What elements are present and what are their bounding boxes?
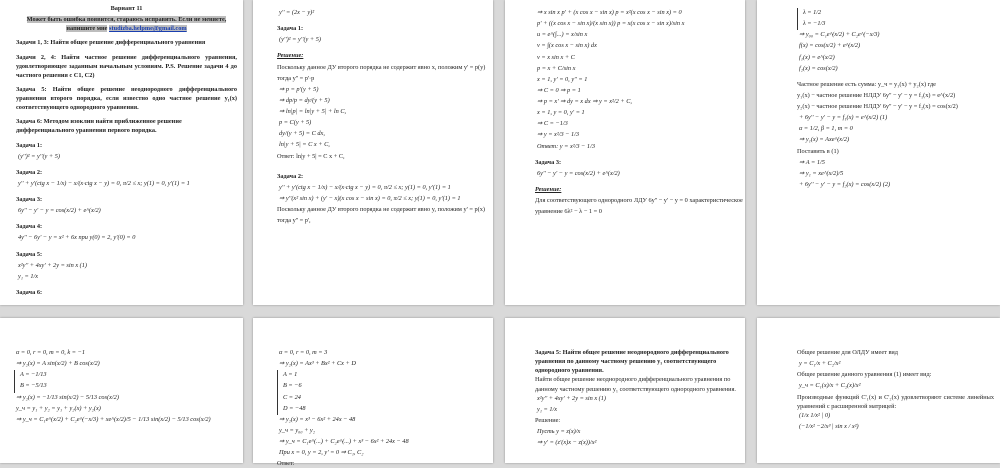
equation-line: f₂(x) = cos(x/2) xyxy=(799,64,838,72)
equation-line: v = ∫(x cos x − sin x) dx xyxy=(537,42,597,50)
text-line: Для соответствующего однородного ЛДУ 6y'' − y' − y = 0 характеристическое xyxy=(535,197,743,204)
equation-system: A = −1/13 B = −5/13 xyxy=(14,370,47,392)
equation-line: y'' = (2x − y)² xyxy=(279,9,315,16)
text-line: тогда y'' = p', xyxy=(277,217,311,225)
task-3-equation: 6y'' − y' − y = cos(x/2) + e^(x/2) xyxy=(18,207,101,215)
equation-line: ⇒ C = 0 ⇒ p = 1 xyxy=(537,86,581,94)
equation-line: ⇒ y₀₀ = C₁e^(x/2) + C₂e^(−x/3) xyxy=(799,31,880,39)
text-line: Общее решение данного уравнения (1) имеет вид: xyxy=(797,371,932,379)
task-5-equation: x²y'' + 4xy' + 2y = sin x (1) xyxy=(18,261,88,269)
answer-line: Ответ: ln|y + 5| = C x + C, xyxy=(277,152,345,160)
matrix-row: (−1/x² −2/x³ | sin x / x²) xyxy=(799,422,859,430)
equation-line: ⇒ C = −1/3 xyxy=(537,120,568,128)
equation-line: ln|y + 5| = C x + C, xyxy=(279,141,330,149)
equation-line: ⇒ y₂(x) = Ax³ + Bx² + Cx + D xyxy=(279,360,356,368)
equation-line: x = 1, y' = 0, y'' = 1 xyxy=(537,75,588,83)
equation-line: ⇒ y₁(x) = Axe^(x/2) xyxy=(799,136,850,144)
solution-label: Решение: xyxy=(277,52,304,60)
equation-line: Пусть y = z(x)/x xyxy=(537,428,581,435)
equation-line: α = 1/2, β = 1, m = 0 xyxy=(799,125,853,133)
equation-line: ⇒ x sin x p' + (x cos x − sin x) p = x²(x cos x − sin x) = 0 xyxy=(537,9,682,16)
equation-line: y = C₁/x + C₂/x² xyxy=(799,360,841,368)
task-4-label: Задача 4: xyxy=(16,223,43,231)
text-line: Поскольку данное ДУ второго порядка не содержит явно y, положим y' = p(x) xyxy=(277,206,485,213)
equation-line: y_ч = y₀₀ + y₂ xyxy=(279,426,315,434)
warning-note: Может быть ошибка появится, стараюсь исправить. Если не меняете, напишите мне studizba.helpme@gmail.com xyxy=(26,16,227,33)
document-page-8 xyxy=(757,318,1000,463)
solution-label: Решение: xyxy=(535,416,561,424)
task-desc-3: Задача 5: Найти общее решение неоднородного дифференциального уравнения второго порядка, если известно одно частное решение y₁(x) соответствующего однородного уравнения. xyxy=(16,85,237,112)
equation-line: p = x + C/sin x xyxy=(537,64,576,72)
matrix-row: (1/x 1/x² | 0) xyxy=(799,411,831,419)
task-1-equation: (y'')² = y''(y + 5) xyxy=(18,152,60,160)
text-line: y₂(x) − частное решение НЛДУ 6y'' − y' − y = f₂(x) = cos(x/2) xyxy=(797,103,958,110)
equation-line: ⇒ y₂(x) = −1/13 sin(x/2) − 5/13 cos(x/2) xyxy=(16,393,119,401)
equation-line: + 6y'' − y' − y = f₁(x) = e^(x/2) (1) xyxy=(799,114,888,122)
task-1-label: Задача 1: xyxy=(277,25,304,33)
equation-line: ⇒ ln|p| = ln|y + 5| + ln C, xyxy=(279,108,347,115)
equation-line: ⇒ dp/p = dy/(y + 5) xyxy=(279,96,330,104)
task-2-equation: y'' + y'(ctg x − 1/x) − x/(x·ctg x − y) = 0, π/2 ≤ x; y(1) = 0, y'(1) = 1 xyxy=(279,183,451,191)
task-desc-1: Задачи 1, 3: Найти общее решение дифференциального уравнения xyxy=(16,39,206,47)
text-line: тогда y'' = p'·p xyxy=(277,74,315,82)
equation-line: ⇒ A = 1/5 xyxy=(799,158,825,166)
task-5-y1: y₁ = 1/x xyxy=(18,272,39,280)
email-link[interactable]: studizba.helpme@gmail.com xyxy=(109,25,187,33)
task-2-label: Задача 2: xyxy=(277,172,304,180)
task-2-label: Задача 2: xyxy=(16,168,43,176)
text-line: Поставить в (1) xyxy=(797,147,839,155)
equation-line: ⇒ y₂(x) = A sin(x/2) + B cos(x/2) xyxy=(16,360,100,368)
equation-line: ⇒ y''(x² sin x) + (y' − x)(x cos x − sin x) = 0, π/2 ≤ x; y(1) = 0, y'(1) = 1 xyxy=(279,194,461,202)
equation-line: x = 1, y = 0, y' = 1 xyxy=(537,109,585,117)
equation-line: ⇒ y_ч = C₁e^(x/2) + C₂e^(−x/3) + xe^(x/2)/5 − 1/13 sin(x/2) − 5/13 cos(x/2) xyxy=(16,415,211,423)
task-desc-4: Задача 6: Методом изоклин найти приближенное решение дифференциального уравнения первого порядка. xyxy=(16,118,182,135)
equation-line: p = C(y + 5) xyxy=(279,119,312,127)
document-page-7 xyxy=(505,318,745,463)
task-4-equation: 4y'' − 6y' − y = x² + 6x при y(0) = 2, y'(0) = 0 xyxy=(18,234,136,242)
equation-line: ⇒ y_ч = C₁e^(...) + C₂e^(...) + x³ − 6x² + 24x − 48 xyxy=(279,438,409,445)
equation-system: A = 1 B = −6 C = 24 D = −48 xyxy=(277,370,306,415)
document-page-5 xyxy=(0,318,243,463)
equation-system: λ = 1/2 λ = −1/3 xyxy=(797,8,825,30)
task-6-label: Задача 6: xyxy=(16,288,43,296)
task-5-description: Задача 5: Найти общее решение неоднородного дифференциального уравнения по данному частному решению y₁ соответствующего однородного уравнения. xyxy=(535,349,729,375)
answer-line: Ответ: y = x²/3 − 1/3 xyxy=(537,142,595,150)
answer-line: Ответ: xyxy=(277,460,295,468)
task-3-label: Задача 3: xyxy=(16,196,43,203)
task-3-equation: 6y'' − y' − y = cos(x/2) + e^(x/2) xyxy=(537,169,620,177)
text-line: уравнение 6λ² − λ − 1 = 0 xyxy=(535,208,602,216)
equation-line: ⇒ y₂(x) = x³ − 6x² + 24x − 48 xyxy=(279,415,356,423)
page-title: Вариант 11 xyxy=(110,5,143,12)
equation-line: ⇒ p = x' ⇒ dy = x dx ⇒ y = x²/2 + C, xyxy=(537,98,632,105)
equation-line: y_ч = C₁(x)/x + C₂(x)/x² xyxy=(799,382,861,390)
equation-line: p' + ((x cos x − sin x)/(x sin x)) p = x(x cos x − sin x)/sin x xyxy=(537,20,685,28)
document-page-3 xyxy=(505,0,745,305)
task-5-equation: x²y'' + 4xy' + 2y = sin x (1) xyxy=(537,394,607,402)
equation-line: u = e^(∫...) = x/sin x xyxy=(537,31,588,39)
task-2-equation: y'' + y'(ctg x − 1/x) − x/(x·ctg x − y) = 0, π/2 ≤ x; y(1) = 0, y'(1) = 1 xyxy=(18,179,190,187)
text-line: Частное решение есть сумма: y_ч = y₁(x) + y₂(x) где xyxy=(797,80,936,88)
text-line: Общее решение для ОЛДУ имеет вид xyxy=(797,349,899,356)
text-line: Найти общее решение неоднородного дифференциального уравнения по данному частному решению y₁ соответствующего однородного уравнения. xyxy=(535,376,736,393)
equation-line: v = x sin x + C xyxy=(537,53,575,61)
document-page-4 xyxy=(757,0,1000,305)
equation-line: dy/(y + 5) = C dx, xyxy=(279,130,325,138)
text-line: Поскольку данное ДУ второго порядка не содержит явно x, положим y' = p(y) xyxy=(277,63,486,71)
task-1-equation: (y'')² = y''(y + 5) xyxy=(279,36,321,44)
task-desc-2: Задачи 2, 4: Найти частное решение дифференциального уравнения, удовлетворяющее заданным начальным условиям. P.S. Решение задачи 4 до частного решения с C1, C2) xyxy=(16,53,238,79)
text-line: Производные функций C'₁(x) и C'₂(x) удовлетворяют системе линейных уравнений с расширенной матрицей: xyxy=(797,393,994,410)
text-line: y₁(x) − частное решение НЛДУ 6y'' − y' − y = f₁(x) = e^(x/2) xyxy=(797,91,956,99)
equation-line: + 6y'' − y' − y = f₂(x) = cos(x/2) (2) xyxy=(799,180,891,188)
task-1-label: Задача 1: xyxy=(16,141,43,149)
equation-line: ⇒ y₁ = xe^(x/2)/5 xyxy=(799,169,844,177)
equation-line: При x = 0, y = 2, y' = 0 ⇒ C₁, C₂ xyxy=(279,449,364,457)
equation-line: ⇒ y = x²/3 − 1/3 xyxy=(537,131,580,139)
document-page-6 xyxy=(253,318,493,468)
equation-line: ⇒ p = p'(y + 5) xyxy=(279,85,319,93)
document-page-2 xyxy=(253,0,493,305)
equation-line: α = 0, r = 0, m = 3 xyxy=(279,349,328,356)
document-page-1 xyxy=(0,0,243,305)
task-5-label: Задача 5: xyxy=(16,250,43,258)
equation-line: f₁(x) = e^(x/2) xyxy=(799,53,835,61)
equation-line: ⇒ y' = (z'(x)x − z(x))/x² xyxy=(537,439,597,447)
equation-line: α = 0, r = 0, m = 0, k = −1 xyxy=(16,349,85,356)
equation-line: y_ч = y₁ + y₂ = y₁ + y₂(x) + y₂(x) xyxy=(16,404,101,412)
solution-label: Решение: xyxy=(535,185,562,193)
task-5-y1: y₁ = 1/x xyxy=(537,405,558,413)
task-3-label: Задача 3: xyxy=(535,158,562,166)
equation-line: f(x) = cos(x/2) + e^(x/2) xyxy=(799,42,861,50)
